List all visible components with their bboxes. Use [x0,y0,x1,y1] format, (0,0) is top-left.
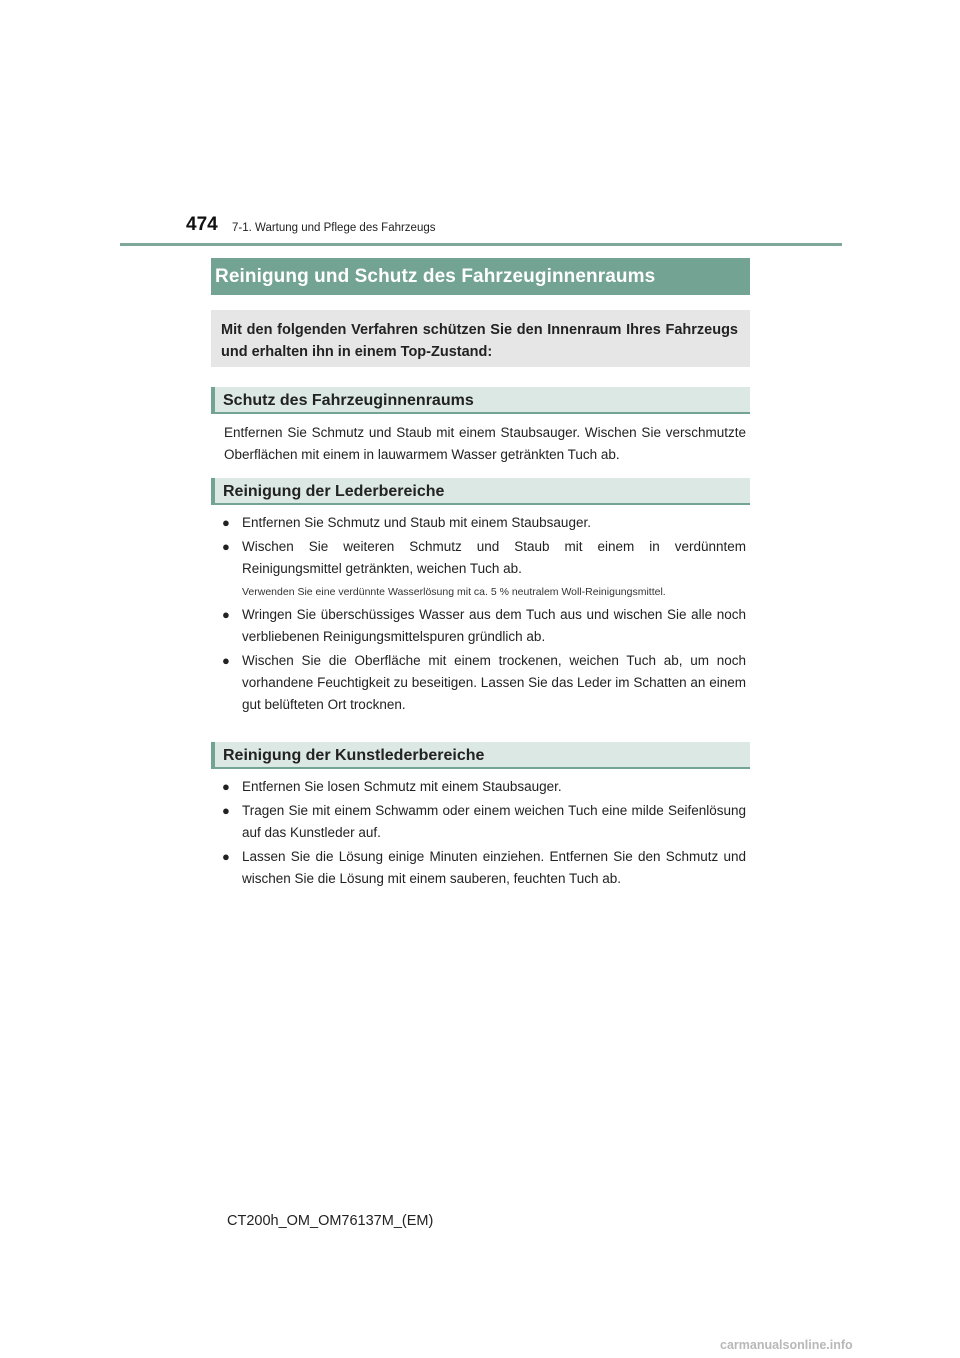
bullet-icon: ● [222,849,230,864]
leder-bullet-list [222,512,746,718]
bullet-icon: ● [222,803,230,818]
bullet-icon: ● [222,779,230,794]
list-item [222,536,746,580]
list-item-text: Wringen Sie überschüssiges Wasser aus dem Tuch aus und wischen Sie alle noch verbliebenen Reinigungsmittelspuren gründlich ab. [242,607,746,644]
bullet-icon: ● [222,653,230,668]
list-item-text: Entfernen Sie losen Schmutz mit einem Staubsauger. [242,779,562,794]
note-text: Verwenden Sie eine verdünnte Wasserlösung mit ca. 5 % neutralem Woll-Reinigungsmittel. [242,586,666,598]
list-item [222,800,746,844]
list-item [222,776,746,798]
bullet-icon: ● [222,515,230,530]
bullet-icon: ● [222,607,230,622]
list-note [222,586,746,598]
footer-doc-code: CT200h_OM_OM76137M_(EM) [227,1213,434,1229]
section-heading-kunstleder: Reinigung der Kunstlederbereiche [211,742,750,769]
section-body-schutz: Entfernen Sie Schmutz und Staub mit einem Staubsauger. Wischen Sie verschmutzte Oberflächen mit einem in lauwarmem Wasser getränkten Tuch ab. [224,425,746,462]
section-heading-schutz: Schutz des Fahrzeuginnenraums [211,387,750,414]
list-item [222,650,746,716]
list-item [222,512,746,534]
section-heading-leder: Reinigung der Lederbereiche [211,478,750,505]
section-reference: 7-1. Wartung und Pflege des Fahrzeugs [232,222,436,234]
watermark: carmanualsonline.info [720,1338,853,1352]
page-number: 474 [186,214,218,235]
page-title-bar [211,258,750,295]
list-item-text: Wischen Sie die Oberfläche mit einem trockenen, weichen Tuch ab, um noch vorhandene Feuchtigkeit zu beseitigen. Lassen Sie das Leder im Schatten an einem gut belüfteten Ort trocknen. [242,653,746,712]
header-rule [120,243,842,246]
list-item-text: Wischen Sie weiteren Schmutz und Staub mit einem in verdünntem Reinigungsmittel getränkten, weichen Tuch ab. [242,539,746,576]
page-title: Reinigung und Schutz des Fahrzeuginnenraums [215,266,656,287]
list-item [222,604,746,648]
list-item-text: Entfernen Sie Schmutz und Staub mit einem Staubsauger. [242,515,591,530]
list-item-text: Tragen Sie mit einem Schwamm oder einem weichen Tuch eine milde Seifenlösung auf das Kunstleder auf. [242,803,746,840]
list-item-text: Lassen Sie die Lösung einige Minuten einziehen. Entfernen Sie den Schmutz und wischen Sie die Lösung mit einem sauberen, feuchten Tuch ab. [242,849,746,886]
bullet-icon: ● [222,539,230,554]
list-item [222,846,746,890]
intro-box: Mit den folgenden Verfahren schützen Sie den Innenraum Ihres Fahrzeugs und erhalten ihn in einem Top-Zustand: [211,310,750,367]
kunstleder-bullet-list [222,776,746,892]
